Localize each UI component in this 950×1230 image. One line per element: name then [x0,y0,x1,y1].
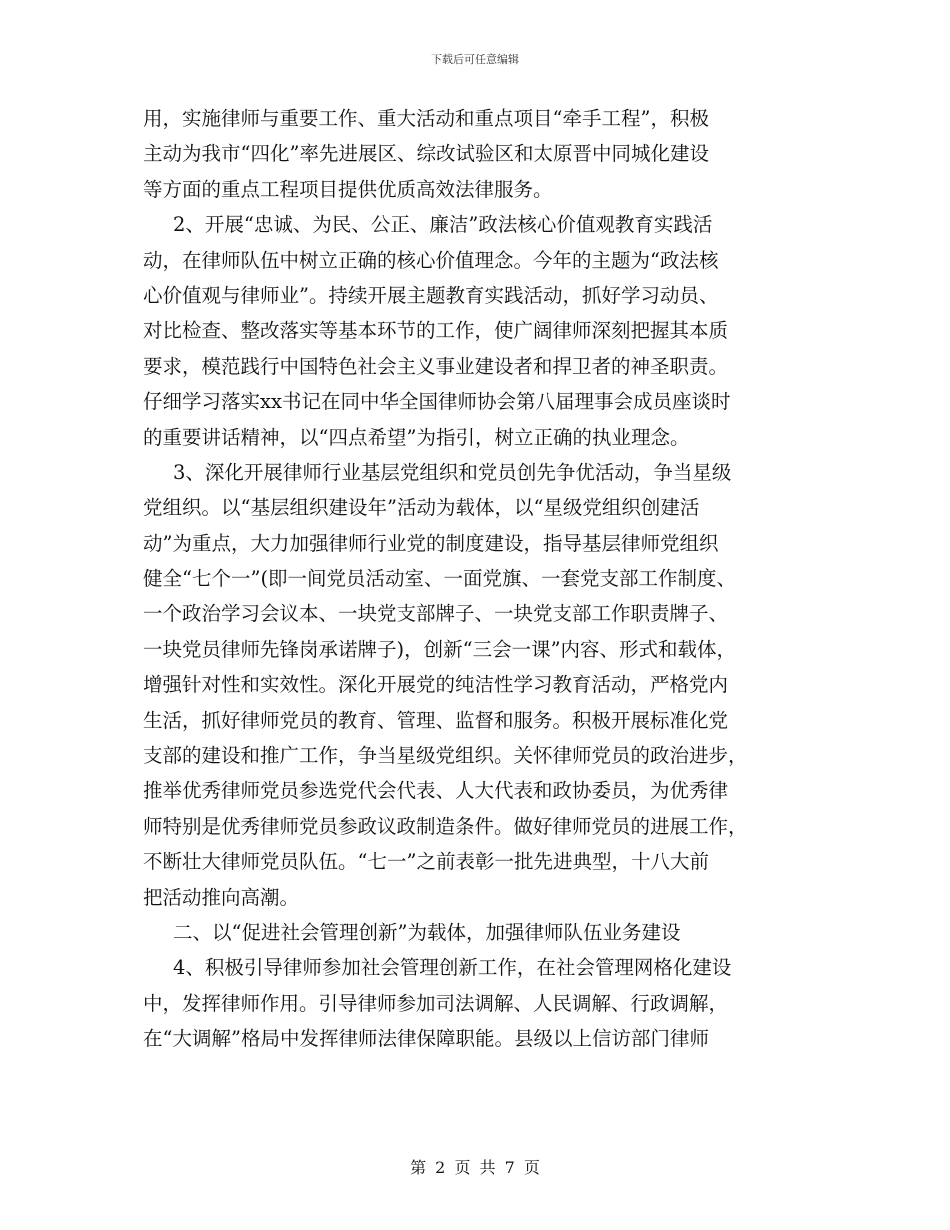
text-line: 要求，模范践行中国特色社会主义事业建设者和捍卫者的神圣职责。 [143,354,729,378]
text-line: 中，发挥律师作用。引导律师参加司法调解、人民调解、行政调解， [143,991,729,1015]
text-line: 用，实施律师与重要工作、重大活动和重点项目“牵手工程”，积极 [143,107,709,130]
text-line: 对比检查、整改落实等基本环节的工作，使广阔律师深刻把握其本质 [143,319,729,343]
text-line: 把活动推向高潮。 [143,885,300,909]
text-line: 的重要讲话精神，以“四点希望”为指引，树立正确的执业理念。 [143,425,690,449]
text-line: 动，在律师队伍中树立正确的核心价值理念。今年的主题为“政法核 [143,248,719,272]
page-number-footer: 第 2 页 共 7 页 [410,1158,540,1177]
text-line: 增强针对性和实效性。深化开展党的纯洁性学习教育活动，严格党内 [143,673,729,697]
text-line: 动”为重点，大力加强律师行业党的制度建设，指导基层律师党组织 [143,531,719,555]
text-line: 支部的建设和推广工作，争当星级党组织。关怀律师党员的政治进步， [143,744,748,768]
text-line: 2、开展“忠诚、为民、公正、廉洁”政法核心价值观教育实践活 [173,213,713,237]
text-line: 4、积极引导律师参加社会管理创新工作，在社会管理网格化建设 [173,956,732,980]
document-body [143,101,823,1057]
text-line: 等方面的重点工程项目提供优质高效法律服务。 [143,177,553,201]
text-line: 3、深化开展律师行业基层党组织和党员创先争优活动，争当星级 [173,460,732,484]
text-line: 二、以“促进社会管理创新”为载体，加强律师队伍业务建设 [173,920,681,944]
text-line: 党组织。以“基层组织建设年”活动为载体，以“星级党组织创建活 [143,496,700,520]
text-line: 主动为我市“四化”率先进展区、综改试验区和太原晋中同城化建设 [143,142,709,166]
text-line: 推举优秀律师党员参选党代会代表、人大代表和政协委员，为优秀律 [143,779,729,803]
text-line: 在“大调解”格局中发挥律师法律保障职能。县级以上信访部门律师 [143,1027,709,1051]
text-line: 一个政治学习会议本、一块党支部牌子、一块党支部工作职责牌子、 [143,602,729,626]
text-line: 仔细学习落实xx书记在同中华全国律师协会第八届理事会成员座谈时 [143,390,731,414]
text-line: 健全“七个一”(即一间党员活动室、一面党旗、一套党支部工作制度、 [143,567,737,591]
page-header-note: 下载后可任意编辑 [431,53,519,66]
text-line: 师特别是优秀律师党员参政议政制造条件。做好律师党员的进展工作， [143,814,748,838]
text-line: 心价值观与律师业”。持续开展主题教育实践活动，抓好学习动员、 [143,283,719,307]
text-line: 一块党员律师先锋岗承诺牌子)，创新“三会一课”内容、形式和载体， [143,637,737,661]
text-line: 不断壮大律师党员队伍。“七一”之前表彰一批先进典型，十八大前 [143,850,709,874]
text-line: 生活，抓好律师党员的教育、管理、监督和服务。积极开展标准化党 [143,708,729,732]
